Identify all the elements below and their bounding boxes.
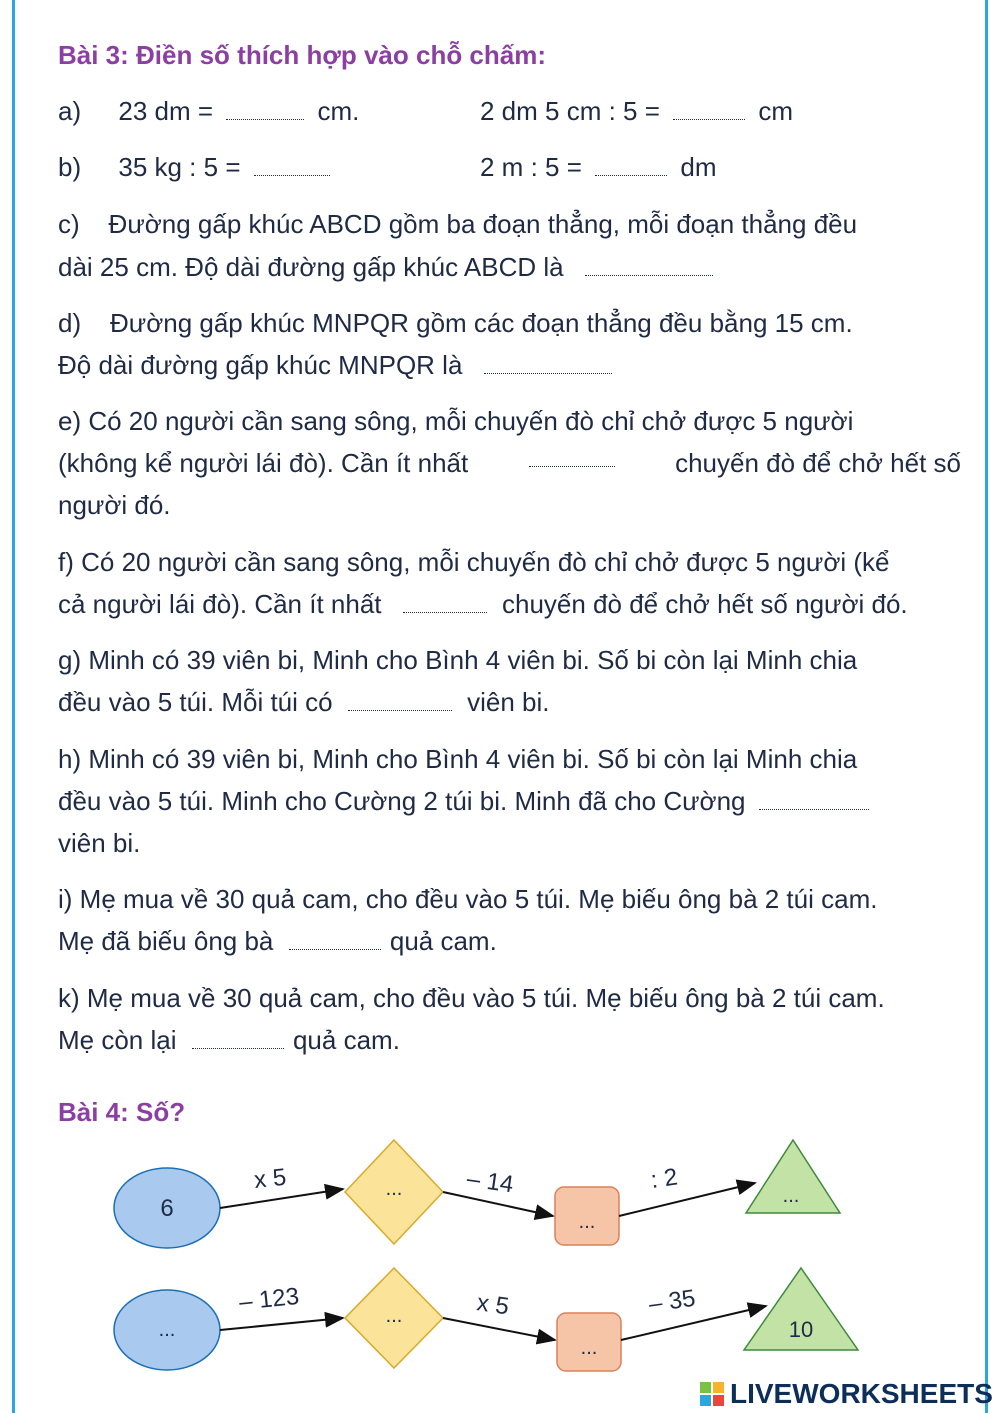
- item-d-text: Độ dài đường gấp khúc MNPQR là: [58, 350, 463, 380]
- row1-diamond-value[interactable]: ...: [385, 1178, 403, 1200]
- item-e-line3: người đó.: [58, 490, 171, 520]
- item-e-text-b: chuyến đò để chở hết số: [675, 448, 961, 478]
- bai3-title: Bài 3: Điền số thích hợp vào chỗ chấm:: [58, 40, 547, 70]
- item-b-label: b): [58, 152, 82, 182]
- row1-triangle-value[interactable]: ...: [782, 1185, 800, 1207]
- row1-op1: x 5: [252, 1163, 288, 1194]
- item-i-line1: i) Mẹ mua về 30 quả cam, cho đều vào 5 túi. Mẹ biếu ông bà 2 túi cam.: [58, 884, 878, 914]
- bai4-title: Bài 4: Số?: [58, 1097, 186, 1127]
- liveworksheets-logo: [700, 1378, 993, 1410]
- item-h-text: đều vào 5 túi. Minh cho Cường 2 túi bi. Minh đã cho Cường: [58, 786, 746, 816]
- item-h-line3: viên bi.: [58, 828, 141, 858]
- item-b-right-unit: dm: [680, 152, 717, 182]
- row2-arrow-1: [220, 1318, 343, 1330]
- item-a-left-unit: cm.: [317, 96, 360, 126]
- item-e-text-a: (không kể người lái đò). Cần ít nhất: [58, 448, 469, 478]
- row2-square-value[interactable]: ...: [580, 1337, 598, 1359]
- item-k-text-b: quả cam.: [292, 1025, 400, 1055]
- item-c-line1: c) Đường gấp khúc ABCD gồm ba đoạn thẳng, mỗi đoạn thẳng đều: [58, 209, 858, 239]
- item-a-left: 23 dm =: [118, 96, 214, 126]
- brand-name: LIVEWORKSHEETS: [730, 1378, 993, 1409]
- row2-diamond-value[interactable]: ...: [385, 1305, 403, 1327]
- item-c-text: dài 25 cm. Độ dài đường gấp khúc ABCD là: [58, 252, 564, 282]
- item-a-label: a): [58, 96, 82, 126]
- item-e-line1: e) Có 20 người cần sang sông, mỗi chuyến đò chỉ chở được 5 người: [58, 406, 854, 436]
- brand-grid-icon: [700, 1382, 724, 1406]
- row2-start-value[interactable]: ...: [158, 1319, 176, 1341]
- row1-square-value[interactable]: ...: [578, 1211, 596, 1233]
- item-i-text-b: quả cam.: [389, 926, 497, 956]
- item-b-right-text: 2 m : 5 =: [480, 152, 582, 182]
- item-g-text-b: viên bi.: [467, 687, 550, 717]
- item-a-right-text: 2 dm 5 cm : 5 =: [480, 96, 660, 126]
- item-i-text-a: Mẹ đã biếu ông bà: [58, 926, 274, 956]
- item-g-line1: g) Minh có 39 viên bi, Minh cho Bình 4 viên bi. Số bi còn lại Minh chia: [58, 645, 858, 675]
- item-f-text-a: cả người lái đò). Cần ít nhất: [58, 589, 382, 619]
- item-b-left: 35 kg : 5 =: [118, 152, 241, 182]
- item-k-line1: k) Mẹ mua về 30 quả cam, cho đều vào 5 túi. Mẹ biếu ông bà 2 túi cam.: [58, 983, 885, 1013]
- row2-triangle-value: 10: [788, 1317, 814, 1342]
- row1-arrow-3: [619, 1183, 755, 1216]
- item-g-text-a: đều vào 5 túi. Mỗi túi có: [58, 687, 333, 717]
- row1-arrow-1: [220, 1189, 343, 1208]
- item-h-line1: h) Minh có 39 viên bi, Minh cho Bình 4 viên bi. Số bi còn lại Minh chia: [58, 744, 858, 774]
- row1-start-value: 6: [160, 1195, 174, 1222]
- row2-op3: – 35: [647, 1284, 698, 1318]
- row2-op1: – 123: [237, 1282, 301, 1316]
- row2-arrow-2: [443, 1318, 555, 1340]
- item-a-right-unit: cm: [758, 96, 794, 126]
- item-f-text-b: chuyến đò để chở hết số người đó.: [501, 589, 908, 619]
- item-k-text-a: Mẹ còn lại: [58, 1025, 177, 1055]
- row1-op3: : 2: [649, 1163, 680, 1194]
- row1-op2: – 14: [465, 1165, 516, 1199]
- item-d-line1: d) Đường gấp khúc MNPQR gồm các đoạn thẳng đều bằng 15 cm.: [58, 308, 853, 338]
- item-f-line1: f) Có 20 người cần sang sông, mỗi chuyến đò chỉ chở được 5 người (kể: [58, 547, 890, 577]
- row2-op2: x 5: [475, 1289, 511, 1321]
